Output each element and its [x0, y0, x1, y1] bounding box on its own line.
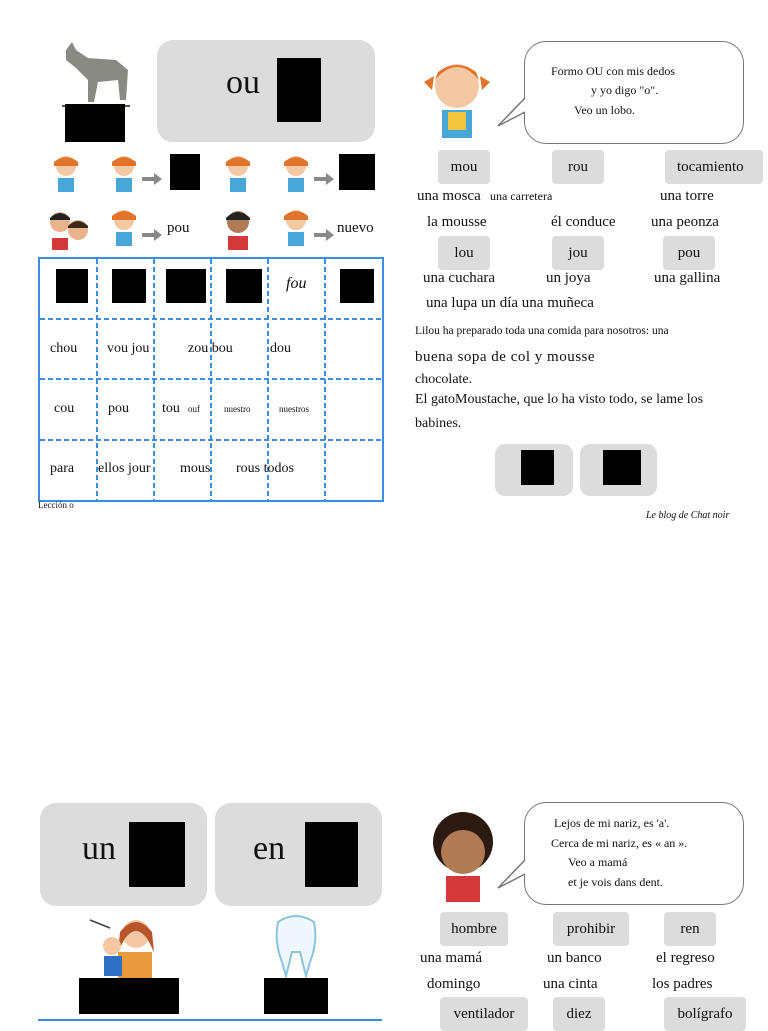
- grid-cell: ouf: [188, 404, 200, 414]
- sound-ou-label: ou: [226, 64, 260, 101]
- syllable-chip: mou: [438, 150, 490, 184]
- girl-icon: [276, 152, 316, 194]
- answer-redacted: [603, 450, 641, 485]
- syllable-chip: tocamiento: [665, 150, 763, 184]
- grid-cell: para: [50, 461, 75, 476]
- girl-icon: [104, 206, 144, 248]
- syllable-chip: pou: [663, 236, 715, 270]
- grid-cell: rous todos: [236, 461, 294, 476]
- grid-cell: chou: [50, 341, 78, 356]
- arrow-right-icon: [314, 228, 334, 242]
- bubble-tail: [496, 858, 528, 892]
- girl-icon: [218, 152, 258, 194]
- syllable-chip: ventilador: [440, 997, 528, 1031]
- redacted-box: [170, 154, 200, 190]
- wolf-label-redacted: [65, 104, 125, 142]
- story-paragraph: babines.: [415, 416, 462, 431]
- grid-cell-fou: fou: [286, 275, 307, 292]
- grid-cell: cou: [54, 401, 75, 416]
- blog-signature: Le blog de Chat noir: [646, 510, 730, 521]
- bubble-line: et je vois dans dent.: [568, 875, 663, 889]
- bubble-line: Formo OU con mis dedos: [551, 64, 675, 78]
- syllable-grid: [38, 257, 384, 502]
- word: un joya: [546, 270, 591, 286]
- picture-label-redacted: [79, 978, 179, 1014]
- lesson-label: Lección o: [38, 500, 74, 510]
- mother-child-illustration: [88, 912, 164, 980]
- answer-redacted: [521, 450, 554, 485]
- grid-redacted: [226, 269, 262, 303]
- syllable-chip: prohibir: [553, 912, 629, 946]
- grid-top-edge: [38, 1019, 382, 1026]
- sound-card-ou: [157, 40, 375, 142]
- grid-cell: mous: [180, 461, 211, 476]
- word: una mamá: [420, 950, 483, 966]
- word: una lupa un día una muñeca: [426, 295, 594, 311]
- grid-cell: zou bou: [188, 341, 233, 356]
- story-paragraph: chocolate.: [415, 372, 473, 387]
- girl-icon: [276, 206, 316, 248]
- boy-icon: [218, 206, 258, 250]
- grid-cell: pou: [108, 401, 129, 416]
- picture-label-redacted: [264, 978, 328, 1014]
- syllable-chip: ren: [664, 912, 716, 946]
- word: domingo: [427, 976, 481, 992]
- syllable-chip: rou: [552, 150, 604, 184]
- sound-en-label: en: [253, 830, 286, 867]
- syllable-chip: bolígrafo: [664, 997, 746, 1031]
- word-nuevo: nuevo: [337, 220, 374, 236]
- bubble-line: Cerca de mi nariz, es « an ».: [551, 836, 688, 850]
- boy-illustration: [424, 808, 502, 902]
- grid-cell: ellos jour: [98, 461, 151, 476]
- sound-ou-redacted: [277, 58, 321, 122]
- grid-cell: tou: [162, 401, 180, 416]
- word: una mosca: [417, 188, 481, 204]
- word: los padres: [652, 976, 713, 992]
- wolf-illustration: [58, 40, 134, 108]
- grid-redacted: [56, 269, 88, 303]
- grid-redacted: [112, 269, 146, 303]
- girl-illustration: [418, 48, 496, 140]
- bubble-line: Lejos de mi nariz, es 'a'.: [554, 816, 670, 830]
- kids-icon-row: [46, 206, 386, 250]
- bubble-line: y yo digo "o".: [591, 83, 659, 97]
- arrow-right-icon: [314, 172, 334, 186]
- word: un banco: [547, 950, 602, 966]
- syllable-chip: lou: [438, 236, 490, 270]
- tooth-illustration: [272, 912, 320, 978]
- grid-cell: nuestro: [224, 404, 251, 414]
- word: una peonza: [651, 214, 719, 230]
- grid-redacted: [340, 269, 374, 303]
- grid-redacted: [166, 269, 206, 303]
- word: la mousse: [427, 214, 487, 230]
- word-pou: pou: [167, 220, 190, 236]
- arrow-right-icon: [142, 172, 162, 186]
- bubble-line: Veo a mamá: [568, 855, 628, 869]
- sound-un-label: un: [82, 830, 116, 867]
- syllable-chip: jou: [552, 236, 604, 270]
- grid-lines: [40, 259, 382, 500]
- word: él conduce: [551, 214, 616, 230]
- girl-icon: [46, 152, 86, 194]
- story-paragraph: buena sopa de col y mousse: [415, 349, 596, 365]
- story-paragraph: Lilou ha preparado toda una comida para nosotros: una: [415, 325, 669, 337]
- syllable-chip: hombre: [440, 912, 508, 946]
- word: una cinta: [543, 976, 598, 992]
- word: una carretera: [490, 189, 553, 203]
- grid-cell: dou: [270, 341, 291, 356]
- word: el regreso: [656, 950, 715, 966]
- sound-en-redacted: [305, 822, 358, 887]
- sound-un-redacted: [129, 822, 185, 887]
- word: una gallina: [654, 270, 721, 286]
- bubble-line: Veo un lobo.: [574, 103, 635, 117]
- boys-icon: [46, 208, 92, 250]
- grid-cell: nuestros: [279, 404, 309, 414]
- syllable-chip: diez: [553, 997, 605, 1031]
- girl-icon: [104, 152, 144, 194]
- arrow-right-icon: [142, 228, 162, 242]
- grid-cell: vou jou: [107, 341, 150, 356]
- word: una torre: [660, 188, 714, 204]
- word: una cuchara: [423, 270, 496, 286]
- girl-icon-row: [46, 152, 386, 194]
- story-paragraph: El gatoMoustache, que lo ha visto todo, se lame los: [415, 392, 704, 407]
- bubble-tail: [496, 96, 528, 130]
- redacted-box: [339, 154, 375, 190]
